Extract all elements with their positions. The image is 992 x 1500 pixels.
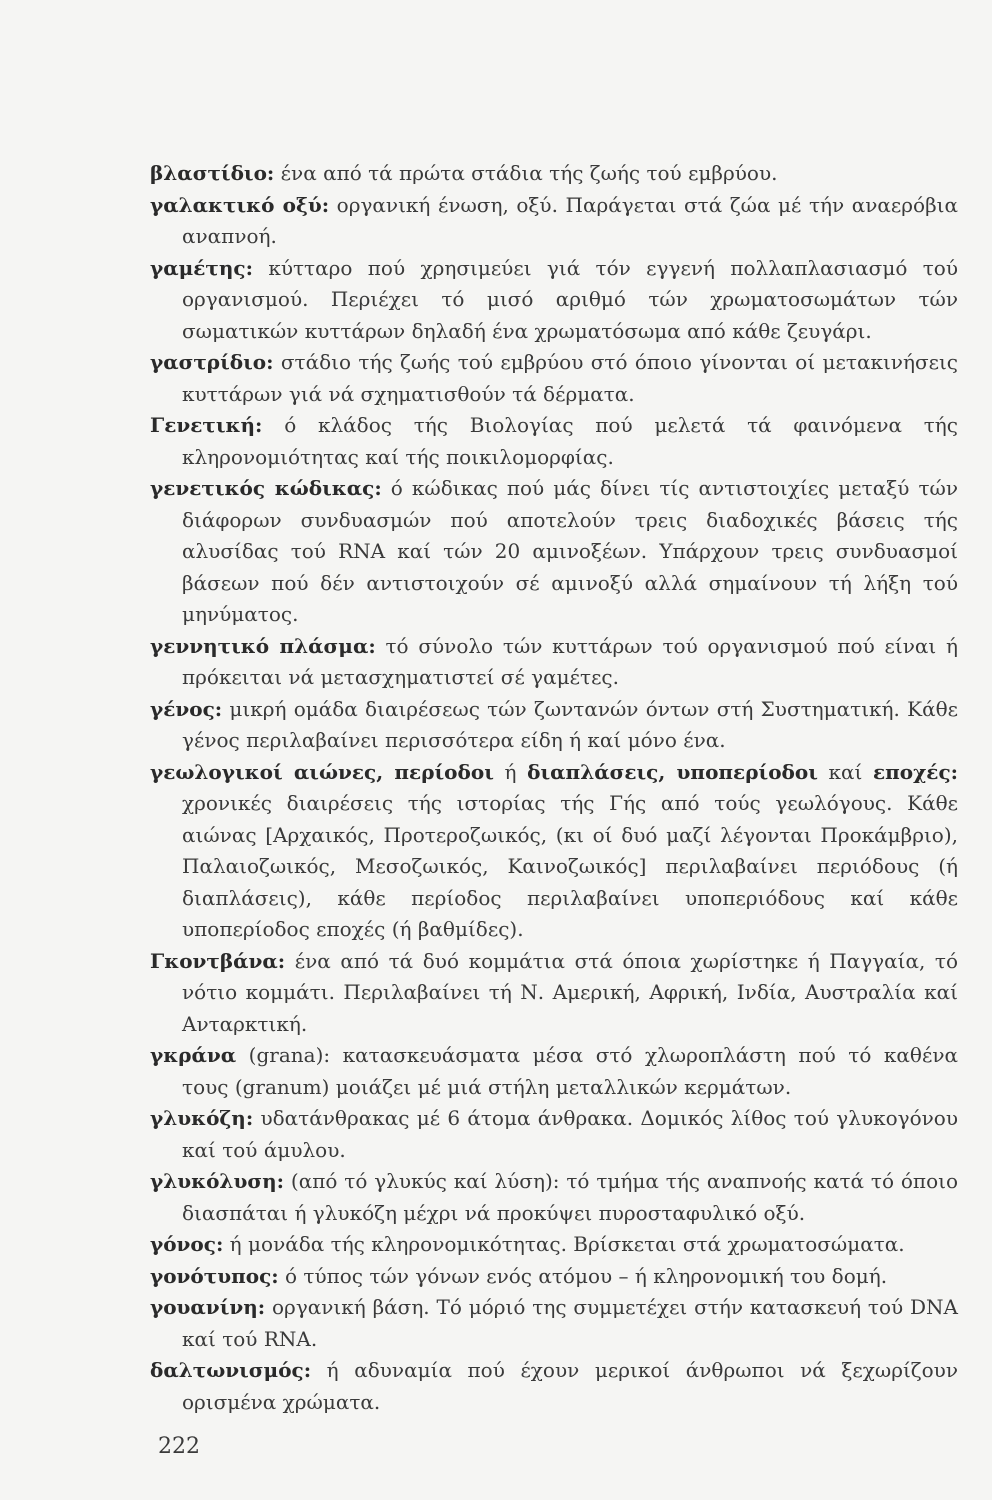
glossary-entry: [150, 158, 958, 190]
entry-term: Γκοντβάνα:: [150, 948, 286, 973]
glossary-entry: [150, 1040, 958, 1103]
entry-definition: ή αδυναμία πού έχουν μερικοί άνθρωποι νά ξεχωρίζουν ορισμένα χρώματα.: [182, 1358, 958, 1414]
entry-term: Γενετική:: [150, 413, 263, 437]
glossary-entry: [150, 946, 958, 1041]
page-number: 222: [158, 1434, 200, 1459]
entry-definition: τό σύνολο τών κυττάρων τού οργανισμού πού είναι ή πρόκειται νά μετασχηματιστεί σέ γαμέτες.: [182, 633, 958, 689]
glossary-entry: [150, 410, 958, 473]
entry-definition: στάδιο τής ζωής τού εμβρύου στό όποιο γίνονται οί μετακινήσεις κυττάρων γιά νά σχηματισθούν τά δέρματα.: [182, 350, 958, 406]
glossary-entry: [150, 1292, 958, 1355]
entry-term: γεννητικό πλάσμα:: [150, 633, 376, 658]
glossary-entry: [150, 473, 958, 631]
entry-term: διαπλάσεις, υποπερίοδοι: [527, 759, 818, 784]
entry-term: γουανίνη:: [150, 1295, 266, 1319]
entry-definition: κύτταρο πού χρησιμεύει γιά τόν εγγενή πολλαπλασιασμό τού οργανισμού. Περιέχει τό μισό αριθμό τών χρωματοσωμάτων τών σωματικών κυττάρων δηλαδή ένα χρωματόσωμα από κάθε ζευγάρι.: [182, 255, 958, 343]
entry-term: γεωλογικοί αιώνες, περίοδοι: [150, 759, 494, 784]
entry-term: γονότυπος:: [150, 1263, 279, 1288]
entry-definition: ένα από τά πρώτα στάδια τής ζωής τού εμβρύου.: [274, 161, 778, 185]
entry-definition: μικρή ομάδα διαιρέσεως τών ζωντανών όντων στή Συστηματική. Κάθε γένος περιλαβαίνει περισσότερα είδη ή καί μόνο ένα.: [182, 696, 958, 752]
glossary-entry: [150, 253, 958, 348]
entry-term: γένος:: [150, 696, 223, 721]
entry-connector: ή: [493, 759, 528, 784]
entry-definition: οργανική ένωση, οξύ. Παράγεται στά ζώα μέ τήν αναερόβια αναπνοή.: [182, 192, 959, 248]
glossary-entry: [150, 757, 958, 946]
entry-term: δαλτωνισμός:: [150, 1358, 312, 1382]
entry-definition: (grana): κατασκευάσματα μέσα στό χλωροπλάστη πού τό καθένα τους (granum) μοιάζει μέ μιά στήλη μεταλλικών κερμάτων.: [182, 1043, 958, 1099]
entry-term: γαλακτικό οξύ:: [150, 192, 330, 217]
glossary-entry: [150, 1103, 958, 1166]
entry-term: γαστρίδιο:: [150, 350, 274, 374]
entry-term: γλυκόζη:: [150, 1106, 254, 1130]
entry-term: εποχές:: [873, 759, 959, 784]
glossary-entry: [150, 631, 958, 694]
entry-definition: (από τό γλυκύς καί λύση): τό τμήμα τής αναπνοής κατά τό όποιο διασπάται ή γλυκόζη μέχρι νά προκύψει πυροσταφυλικό οξύ.: [182, 1169, 958, 1225]
entry-term: βλαστίδιο:: [150, 161, 275, 185]
entry-definition: ή μονάδα τής κληρονομικότητας. Βρίσκεται στά χρωματοσώματα.: [223, 1232, 905, 1256]
glossary-entry: [150, 1166, 958, 1229]
glossary-entry: [150, 190, 958, 253]
glossary: [150, 158, 958, 1418]
entry-definition: χρονικές διαιρέσεις τής ιστορίας τής Γής από τούς γεωλόγους. Κάθε αιώνας [Αρχαικός, Προτεροζωικός, (κι οί δυό μαζί λέγονται Προκάμβριο), Παλαιοζωικός, Μεσοζωικός, Καινοζωικός] περιλαβαίνει περιόδους (ή διαπλάσεις), κάθε περίοδος περιλαβαίνει υποπεριόδους καί κάθε υποπερίοδος εποχές (ή βαθμίδες).: [182, 791, 958, 941]
glossary-entry: [150, 694, 958, 757]
entry-term: γλυκόλυση:: [150, 1169, 285, 1193]
entry-term: γκράνα: [150, 1043, 237, 1067]
entry-connector: καί: [817, 759, 873, 784]
entry-definition: ό κώδικας πού μάς δίνει τίς αντιστοιχίες μεταξύ τών διάφορων συνδυασμών πού αποτελούν τρεις διαδοχικές βάσεις τής αλυσίδας τού RNA καί τών 20 αμινοξέων. Υπάρχουν τρεις συνδυασμοί βάσεων πού δέν αντιστοιχούν σέ αμινοξύ αλλά σημαίνουν τή λήξη τού μηνύματος.: [182, 476, 959, 626]
entry-definition: ένα από τά δυό κομμάτια στά όποια χωρίστηκε ή Παγγαία, τό νότιο κομμάτι. Περιλαβαίνει τή Ν. Αμερική, Αφρική, Ινδία, Αυστραλία καί Ανταρκτική.: [182, 948, 958, 1036]
entry-term: γενετικός κώδικας:: [150, 476, 382, 500]
entry-definition: ό κλάδος τής Βιολογίας πού μελετά τά φαινόμενα τής κληρονομιότητας καί τής ποικιλομορφίας.: [182, 413, 958, 469]
entry-term: γαμέτης:: [150, 255, 253, 280]
entry-definition: υδατάνθρακας μέ 6 άτομα άνθρακα. Δομικός λίθος τού γλυκογόνου καί τού άμυλου.: [182, 1106, 958, 1162]
entry-definition: ό τύπος τών γόνων ενός ατόμου – ή κληρονομική του δομή.: [278, 1263, 888, 1288]
glossary-entry: [150, 1355, 958, 1418]
entry-term: γόνος:: [150, 1232, 224, 1256]
glossary-entry: [150, 347, 958, 410]
glossary-entry: [150, 1261, 958, 1293]
glossary-entry: [150, 1229, 958, 1261]
entry-definition: οργανική βάση. Τό μόριό της συμμετέχει στήν κατασκευή τού DNA καί τού RNA.: [182, 1295, 958, 1351]
